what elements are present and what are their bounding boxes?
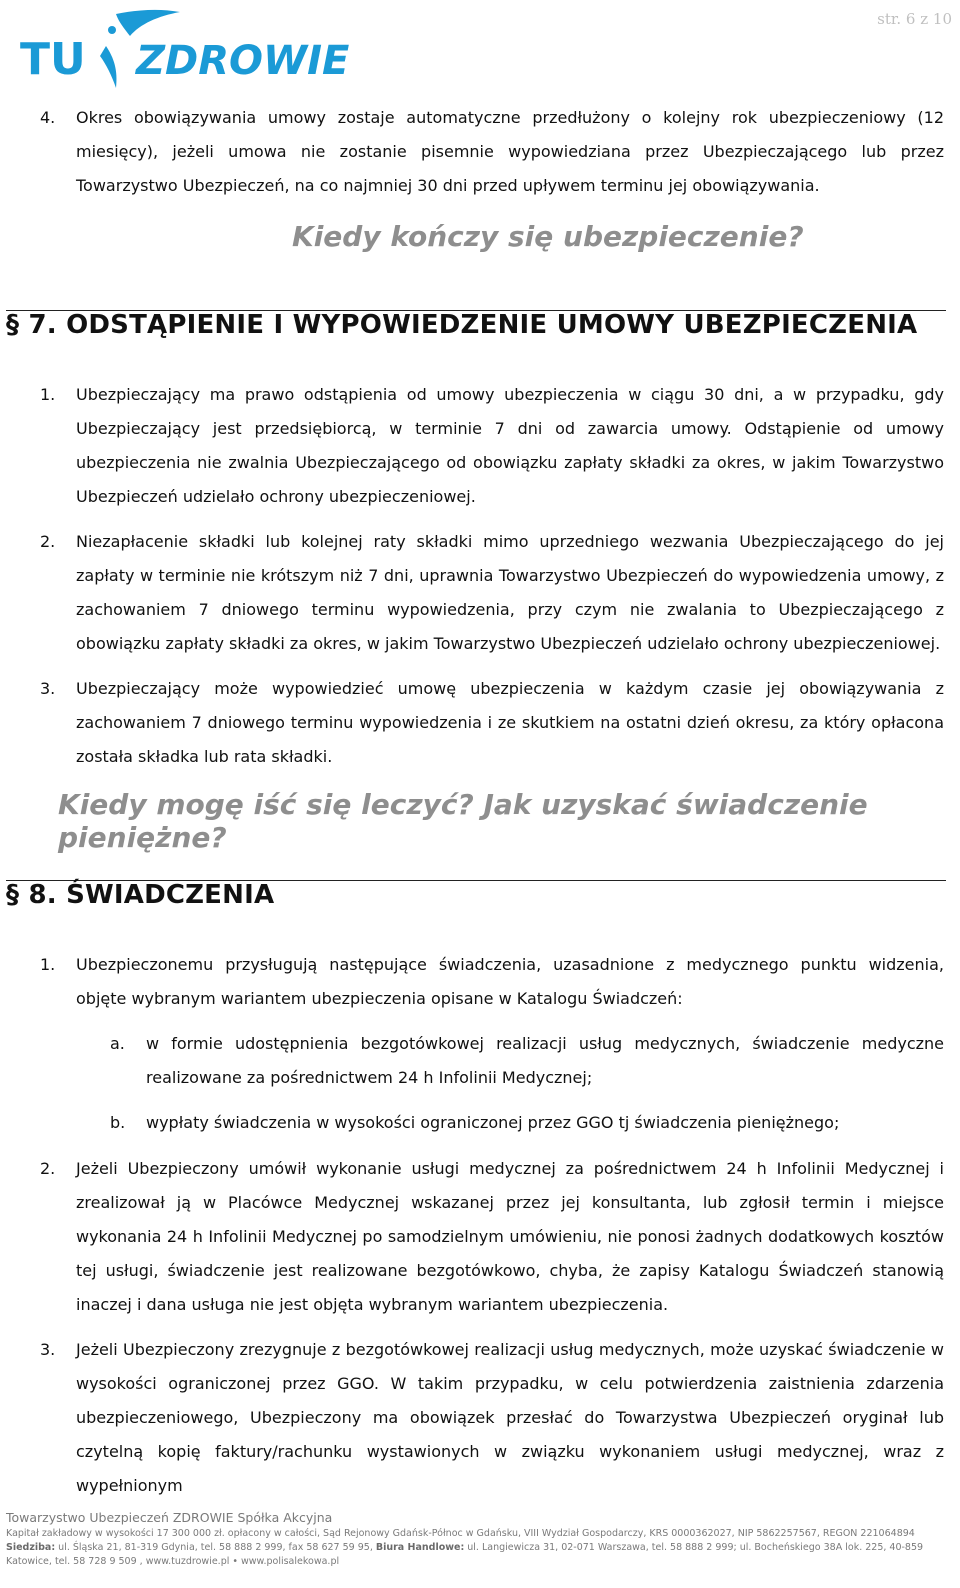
logo-text-tu: TU xyxy=(20,34,86,85)
subitem-letter: b. xyxy=(110,1113,126,1132)
section-title: § 8. ŚWIADCZENIA xyxy=(6,880,275,910)
footer-label: Biura Handlowe: xyxy=(375,1542,465,1553)
paragraph: Ubezpieczający może wypowiedzieć umowę ubezpieczenia w każdym czasie jej obowiązywania z zachowaniem 7 dniowego terminu wypowiedzenia i ze skutkiem na ostatni dzień okresu, za który opłacona została składka lub rata składki. xyxy=(76,679,944,766)
paragraph: Jeżeli Ubezpieczony zrezygnuje z bezgotówkowej realizacji usług medycznych, może uzyskać świadczenie w wysokości ograniczonej przez GGO. W takim przypadku, w celu potwierdzenia zaistnienia zdarzenia ubezpieczeniowego, Ubezpieczony ma obowiązek przesłać do Towarzystwa Ubezpieczeń oryginał lub czytelną kopię faktury/rachunku wystawionych w związku wykonaniem usługi medycznej, wraz z wypełnionym xyxy=(76,1340,944,1495)
item-number: 2. xyxy=(40,532,56,551)
item-number: 4. xyxy=(40,108,56,127)
item-number: 3. xyxy=(40,1340,56,1359)
paragraph: Okres obowiązywania umowy zostaje automatyczne przedłużony o kolejny rok ubezpieczeniowy (12 miesięcy), jeżeli umowa nie zostanie pisemnie wypowiedziana przez Ubezpieczającego lub przez Towarzystwo Ubezpieczeń, na co najmniej 30 dni przed upływem terminu jej obowiązywania. xyxy=(76,108,944,195)
footer-label: Siedziba: xyxy=(6,1542,56,1553)
item-number: 3. xyxy=(40,679,56,698)
logo-graphic xyxy=(18,6,368,96)
paragraph: Jeżeli Ubezpieczony umówił wykonanie usługi medycznej za pośrednictwem 24 h Infolinii Medycznej i zrealizował ją w Placówce Medycznej wskazanej przez jej konsultanta, lub zgłosił termin i miejsce wykonania 24 h Infolinii Medycznej po samodzielnym umówieniu, nie ponosi żadnych dodatkowych kosztów tej usługi, świadczenie jest realizowane bezgotówkowo, chyba, że zapisy Katalogu Świadczeń stanowią inaczej i dana usługa nie jest objęta wybranym wariantem ubezpieczenia. xyxy=(76,1159,944,1314)
paragraph: Ubezpieczonemu przysługują następujące świadczenia, uzasadnione z medycznego punktu widzenia, objęte wybranym wariantem ubezpieczenia opisane w Katalogu Świadczeń: xyxy=(76,955,944,1008)
paragraph: Ubezpieczający ma prawo odstąpienia od umowy ubezpieczenia w ciągu 30 dni, a w przypadku, gdy Ubezpieczający jest przedsiębiorcą, w terminie 7 dni od zawarcia umowy. Odstąpienie od umowy ubezpieczenia nie zwalnia Ubezpieczającego od obowiązku zapłaty składki za okres, w jakim Towarzystwo Ubezpieczeń udzielało ochrony ubezpieczeniowej. xyxy=(76,385,944,506)
section-title: § 7. ODSTĄPIENIE I WYPOWIEDZENIE UMOWY UBEZPIECZENIA xyxy=(6,310,918,340)
subparagraph: w formie udostępnienia bezgotówkowej realizacji usług medycznych, świadczenie medyczne realizowane za pośrednictwem 24 h Infolinii Medycznej; xyxy=(146,1034,944,1087)
footer-text: ul. Langiewicza 31, 02-071 Warszawa, tel. 58 888 2 999; ul. Bocheńskiego 38A lok. 225, 40-859 xyxy=(464,1542,924,1553)
footer-company: Towarzystwo Ubezpieczeń ZDROWIE Spółka Akcyjna xyxy=(6,1510,333,1525)
question-heading: Kiedy mogę iść się leczyć? Jak uzyskać świadczenie pieniężne? xyxy=(58,788,868,854)
logo-text-zdrowie: ZDROWIE xyxy=(136,38,350,84)
footer-line: Kapitał zakładowy w wysokości 17 300 000 zł. opłacony w całości, Sąd Rejonowy Gdańsk-Północ w Gdańsku, VIII Wydział Gospodarczy, KRS 0000362027, NIP 5862257567, REGON 221064894 xyxy=(6,1528,915,1539)
footer-address xyxy=(6,1541,952,1554)
subparagraph: wypłaty świadczenia w wysokości ograniczonej przez GGO tj świadczenia pieniężnego; xyxy=(146,1113,840,1132)
item-number: 1. xyxy=(40,385,56,404)
item-number: 2. xyxy=(40,1159,56,1178)
page-number: str. 6 z 10 xyxy=(877,10,952,28)
paragraph: Niezapłacenie składki lub kolejnej raty składki mimo uprzedniego wezwania Ubezpieczającego do jej zapłaty w terminie nie krótszym niż 7 dni, uprawnia Towarzystwo Ubezpieczeń do wypowiedzenia umowy, z zachowaniem 7 dniowego terminu wypowiedzenia, przy czym nie zwalania to Ubezpieczającego z obowiązku zapłaty składki za okres, w jakim Towarzystwo Ubezpieczeń udzielało ochrony ubezpieczeniowej. xyxy=(76,532,944,653)
item-number: 1. xyxy=(40,955,56,974)
question-heading: Kiedy kończy się ubezpieczenie? xyxy=(292,220,804,253)
subitem-letter: a. xyxy=(110,1034,125,1053)
footer-contact: Katowice, tel. 58 728 9 509 , www.tuzdrowie.pl • www.polisalekowa.pl xyxy=(6,1556,340,1567)
footer-text: ul. Śląska 21, 81-319 Gdynia, tel. 58 888 2 999, fax 58 627 59 95, xyxy=(55,1542,376,1553)
company-logo xyxy=(18,6,368,96)
